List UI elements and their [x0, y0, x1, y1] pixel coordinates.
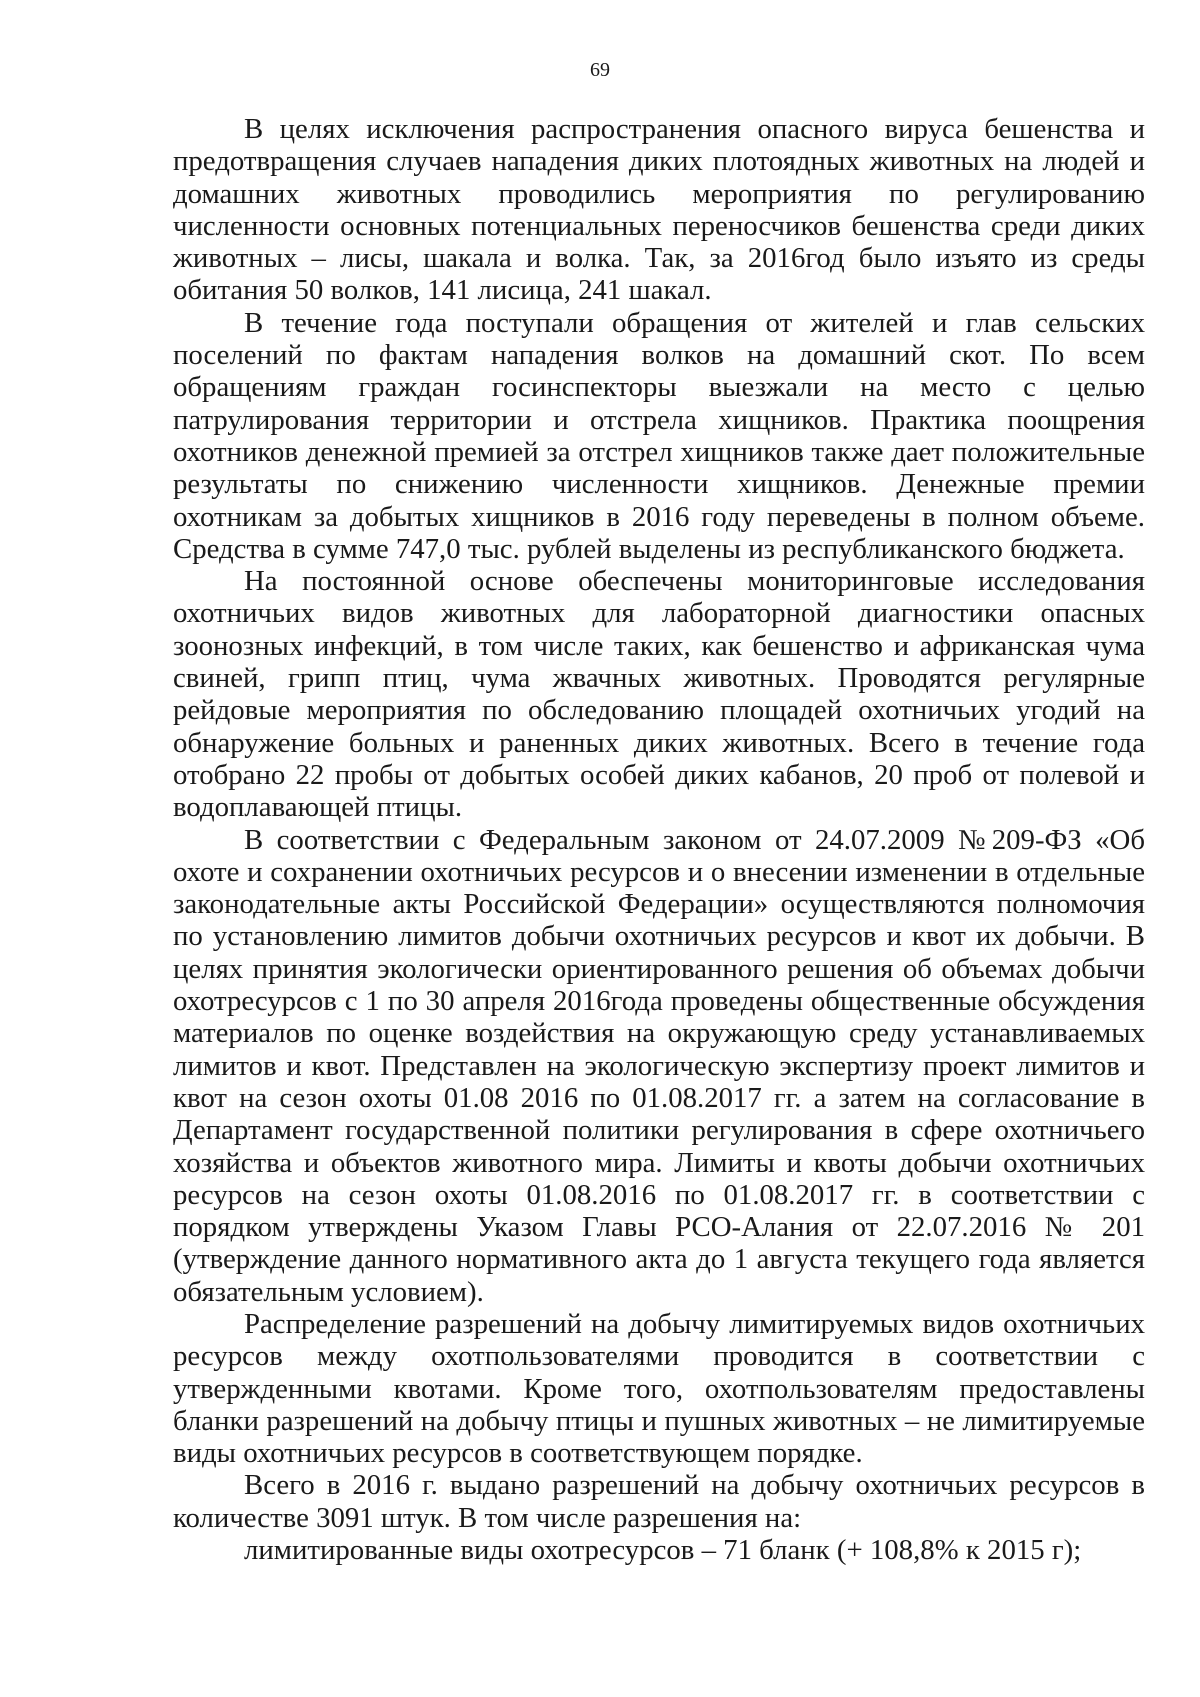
paragraph-hunting-limits: В соответствии с Федеральным законом от 24.07.2009 №209-ФЗ «Об охоте и сохранении охотничьих ресурсов и о внесении изменении в отдельные законодательные акты Российской Федерации» осуществляются полномочия по установлению лимитов добычи охотничьих ресурсов и квот их добычи. В целях принятия экологически ориентированного решения об объемах добычи охотресурсов с 1 по 30 апреля 2016года проведены общественные обсуждения материалов по оценке воздействия на окружающую среду устанавливаемых лимитов и квот. Представлен на экологическую экспертизу проект лимитов и квот на сезон охоты 01.08 2016 по 01.08.2017 гг. а затем на согласование в Департамент государственной политики регулирования в сфере охотничьего хозяйства и объектов животного мира. Лимиты и квоты добычи охотничьих ресурсов на сезон охоты 01.08.2016 по 01.08.2017 гг. в соответствии с порядком утверждены Указом Главы РСО-Алания от 22.07.2016 № 201 (утверждение данного нормативного акта до 1 августа текущего года является обязательным условием). [173, 823, 1145, 1308]
paragraph-wolf-attacks: В течение года поступали обращения от жителей и глав сельских поселений по фактам нападения волков на домашний скот. По всем обращениям граждан госинспекторы выезжали на место с целью патрулирования территории и отстрела хищников. Практика поощрения охотников денежной премией за отстрел хищников также дает положительные результаты по снижению численности хищников. Денежные премии охотникам за добытых хищников в 2016 году переведены в полном объеме. Средства в сумме 747,0 тыс. рублей выделены из республиканского бюджета. [173, 306, 1145, 565]
paragraph-monitoring: На постоянной основе обеспечены мониторинговые исследования охотничьих видов животных для лабораторной диагностики опасных зоонозных инфекций, в том числе таких, как бешенство и африканская чума свиней, грипп птиц, чума жвачных животных. Проводятся регулярные рейдовые мероприятия по обследованию площадей охотничьих угодий на обнаружение больных и раненных диких животных. Всего в течение года отобрано 22 пробы от добытых особей диких кабанов, 20 проб от полевой и водоплавающей птицы. [173, 565, 1145, 824]
list-item-limited-species: лимитированные виды охотресурсов – 71 бланк (+ 108,8% к 2015 г); [244, 1534, 1082, 1567]
paragraph-rabies-prevention: В целях исключения распространения опасного вируса бешенства и предотвращения случаев нападения диких плотоядных животных на людей и домашних животных проводились мероприятия по регулированию численности основных потенциальных переносчиков бешенства среди диких животных – лисы, шакала и волка. Так, за 2016год было изъято из среды обитания 50 волков, 141 лисица, 241 шакал. [173, 113, 1145, 307]
paragraph-permits-issued: Всего в 2016 г. выдано разрешений на добычу охотничьих ресурсов в количестве 3091 штук. В том числе разрешения на: [173, 1469, 1145, 1534]
document-body [173, 113, 1145, 1566]
page-number: 69 [590, 59, 610, 81]
paragraph-permit-distribution: Распределение разрешений на добычу лимитируемых видов охотничьих ресурсов между охотпользователями проводится в соответствии с утвержденными квотами. Кроме того, охотпользователям предоставлены бланки разрешений на добычу птицы и пушных животных – не лимитируемые виды охотничьих ресурсов в соответствующем порядке. [173, 1307, 1145, 1470]
